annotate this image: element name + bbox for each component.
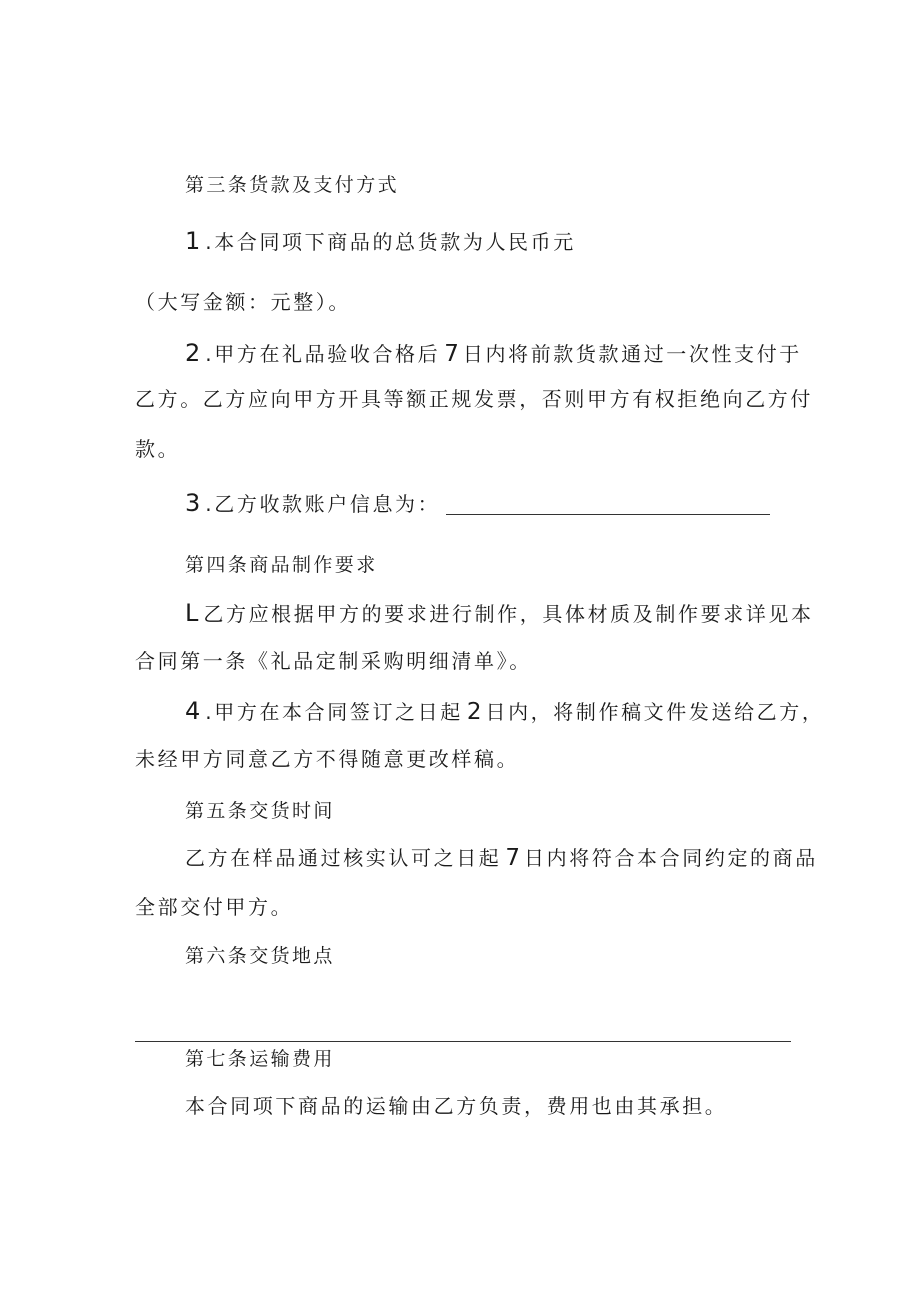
clause-text: .本合同项下商品的总货款为人民币元 bbox=[205, 230, 576, 254]
article-4-clause-1 bbox=[185, 600, 814, 627]
days-number: 7 bbox=[444, 341, 459, 367]
clause-text: 未经甲方同意乙方不得随意更改样稿。 bbox=[135, 747, 520, 771]
article-5-heading bbox=[185, 798, 335, 824]
article-6-heading-text: 第六条交货地点 bbox=[185, 945, 335, 967]
clause-text: （大写金额：元整）。 bbox=[135, 290, 351, 314]
clause-text: 日内将前款货款通过一次性支付于 bbox=[462, 342, 802, 366]
clause-text: .甲方在礼品验收合格后 bbox=[205, 342, 441, 366]
clause-text: .甲方在本合同签订之日起 bbox=[205, 700, 463, 724]
clause-number: 2 bbox=[185, 339, 202, 367]
clause-number: 1 bbox=[185, 227, 202, 255]
article-5-line-1 bbox=[185, 845, 818, 871]
clause-text: 乙方应根据甲方的要求进行制作，具体材质及制作要求详见本 bbox=[203, 602, 814, 626]
clause-text: 合同第一条《礼品定制采购明细清单》。 bbox=[135, 649, 532, 673]
article-4-heading-text: 第四条商品制作要求 bbox=[185, 554, 378, 576]
article-4-clause-4 bbox=[185, 698, 824, 725]
clause-number: 4 bbox=[185, 697, 202, 725]
article-3-clause-2-line-2 bbox=[135, 386, 813, 412]
days-number: 7 bbox=[505, 845, 521, 871]
article-4-clause-1-line-2 bbox=[135, 648, 532, 674]
article-3-clause-1-continued bbox=[135, 289, 351, 315]
article-5-line-2 bbox=[135, 894, 293, 920]
article-7-heading bbox=[185, 1046, 335, 1072]
article-6-heading bbox=[185, 943, 335, 969]
clause-text: 款。 bbox=[135, 437, 181, 461]
article-3-clause-2-line-3 bbox=[135, 436, 180, 462]
article-3-heading-text: 第三条货款及支付方式 bbox=[185, 174, 400, 196]
clause-text: 日内将符合本合同约定的商品 bbox=[524, 846, 818, 870]
clause-number: L bbox=[185, 599, 200, 627]
article-3-clause-2 bbox=[185, 340, 802, 367]
article-7-line-1 bbox=[185, 1093, 727, 1119]
days-number: 2 bbox=[466, 699, 482, 725]
article-3-clause-1 bbox=[185, 228, 576, 255]
article-4-heading bbox=[185, 552, 378, 578]
article-5-heading-text: 第五条交货时间 bbox=[185, 800, 335, 822]
clause-text: 全部交付甲方。 bbox=[135, 895, 294, 919]
clause-text: 乙方。乙方应向甲方开具等额正规发票，否则甲方有权拒绝向乙方付 bbox=[135, 387, 813, 411]
clause-text: 乙方在样品通过核实认可之日起 bbox=[185, 846, 502, 870]
article-4-clause-4-line-2 bbox=[135, 746, 519, 772]
clause-number: 3 bbox=[185, 489, 202, 517]
clause-text: 日内，将制作稿文件发送给乙方， bbox=[485, 700, 825, 724]
account-info-blank bbox=[446, 513, 770, 515]
article-3-clause-3 bbox=[185, 490, 770, 517]
clause-text: 本合同项下商品的运输由乙方负责，费用也由其承担。 bbox=[185, 1094, 728, 1118]
delivery-location-blank-line bbox=[135, 1041, 791, 1042]
clause-text: .乙方收款账户信息为： bbox=[205, 492, 441, 516]
article-3-heading bbox=[185, 172, 399, 198]
article-7-heading-text: 第七条运输费用 bbox=[185, 1048, 335, 1070]
